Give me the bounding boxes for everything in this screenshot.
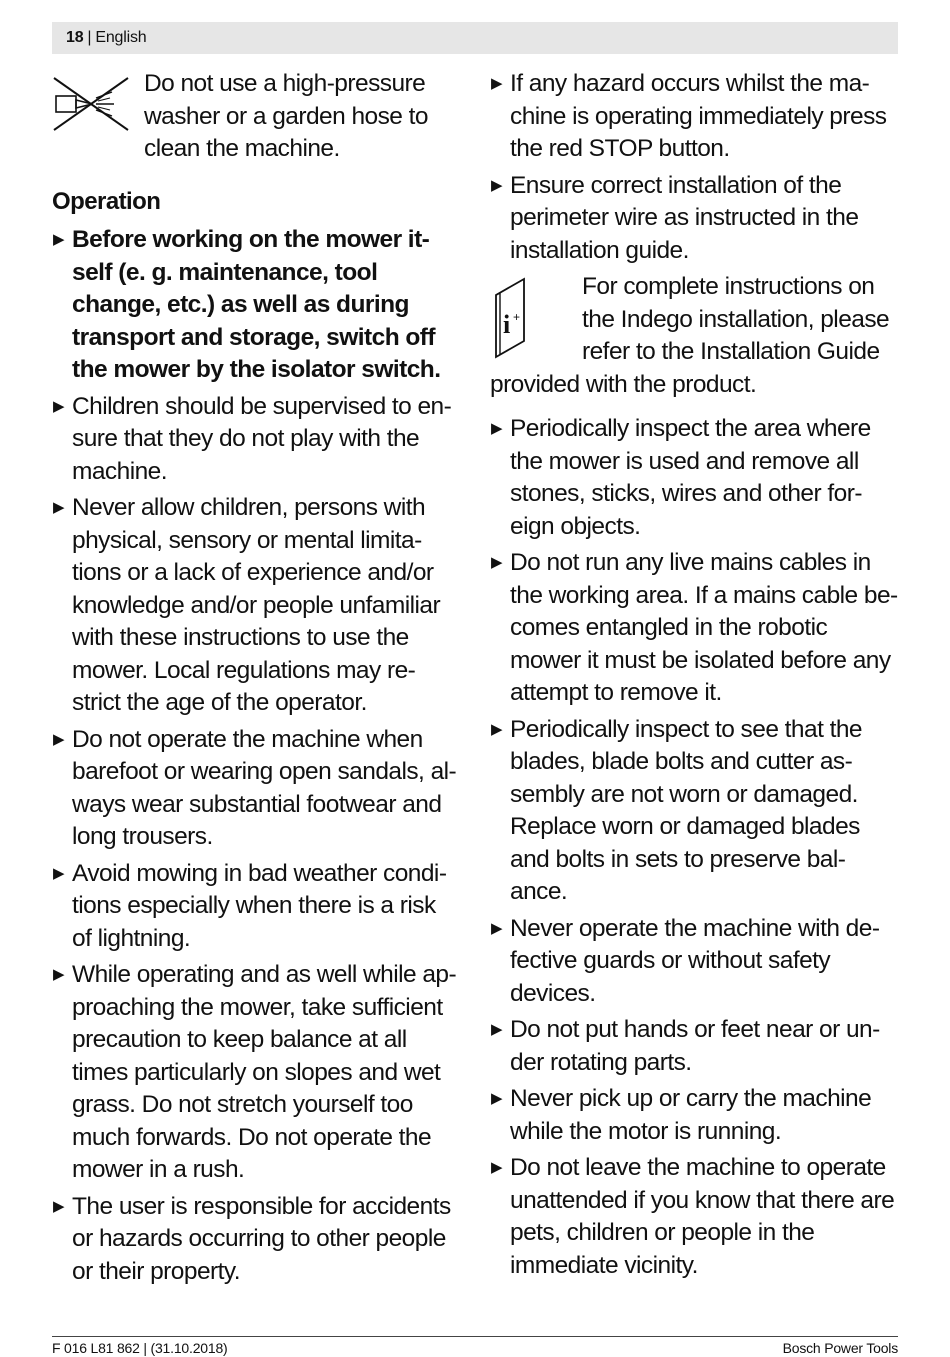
bullet-arrow-icon: ▶ bbox=[491, 176, 502, 194]
bullet-arrow-icon: ▶ bbox=[53, 730, 64, 748]
page-header bbox=[52, 22, 898, 54]
bullet-arrow-icon: ▶ bbox=[491, 420, 502, 437]
bullet-arrow-icon: ▶ bbox=[53, 397, 64, 415]
list-item bbox=[490, 714, 900, 909]
list-item-text: Never operate the machine with de-fective guards or without safety devices. bbox=[510, 914, 880, 1007]
info-book-icon bbox=[490, 275, 568, 363]
bullet-arrow-icon: ▶ bbox=[53, 231, 64, 248]
list-item bbox=[490, 413, 900, 543]
installation-note-text: For complete instructions on the Indego installation, please refer to the Installation Guide provided with the product. bbox=[490, 273, 890, 398]
left-column bbox=[52, 68, 460, 1292]
list-item-text: Avoid mowing in bad weather condi-tions especially when there is a risk of lightning. bbox=[72, 859, 447, 952]
list-item-text: Do not put hands or feet near or un-der rotating parts. bbox=[510, 1016, 880, 1076]
bullet-arrow-icon: ▶ bbox=[491, 1159, 502, 1176]
header-language: English bbox=[95, 29, 147, 46]
list-item bbox=[52, 724, 460, 854]
list-item-text: While operating and as well while ap-proaching the mower, take sufficient precaution to keep balance at all times particularly on slopes and wet grass. Do not stretch yourself too much forwards. Do not operate the mower in a rush. bbox=[72, 961, 457, 1183]
list-item bbox=[490, 913, 900, 1011]
bullet-arrow-icon: ▶ bbox=[491, 720, 502, 738]
washer-warning bbox=[52, 68, 460, 166]
list-item-text: Periodically inspect to see that the blades, blade bolts and cutter as-sembly are not worn or damaged. Replace worn or damaged blades and bolts in sets to preserve bal-ance. bbox=[510, 715, 862, 905]
list-item bbox=[490, 1014, 900, 1079]
header-separator: | bbox=[87, 29, 92, 46]
bullet-arrow-icon: ▶ bbox=[53, 499, 64, 516]
list-item bbox=[490, 1152, 900, 1282]
list-item-text: Children should be supervised to en-sure that they do not play with the machine. bbox=[72, 392, 452, 485]
list-item bbox=[490, 1083, 900, 1148]
list-item-text: Periodically inspect the area where the mower is used and remove all stones, sticks, wires and other for-eign objects. bbox=[510, 415, 871, 540]
installation-note bbox=[490, 271, 900, 401]
operation-list-left bbox=[52, 224, 460, 1288]
list-item bbox=[52, 492, 460, 720]
bullet-arrow-icon: ▶ bbox=[491, 1021, 502, 1038]
list-item-text: Before working on the mower it-self (e. g. maintenance, tool change, etc.) as well as during transport and storage, switch off the mower by the isolator switch. bbox=[72, 226, 441, 383]
operation-list-right-bottom bbox=[490, 413, 900, 1282]
list-item bbox=[490, 68, 900, 166]
list-item-text: Do not operate the machine when barefoot or wearing open sandals, al-ways wear substantial footwear and long trousers. bbox=[72, 725, 457, 850]
list-item-text: The user is responsible for accidents or hazards occurring to other people or their property. bbox=[72, 1192, 451, 1285]
bullet-arrow-icon: ▶ bbox=[491, 554, 502, 571]
list-item bbox=[490, 547, 900, 710]
bullet-arrow-icon: ▶ bbox=[53, 864, 64, 882]
right-column bbox=[490, 68, 900, 1286]
bullet-arrow-icon: ▶ bbox=[491, 1090, 502, 1107]
bullet-arrow-icon: ▶ bbox=[491, 75, 502, 92]
list-item bbox=[52, 1191, 460, 1289]
list-item bbox=[52, 224, 460, 387]
svg-text:i: i bbox=[503, 310, 510, 339]
list-item bbox=[490, 170, 900, 268]
bullet-arrow-icon: ▶ bbox=[53, 1197, 64, 1215]
list-item bbox=[52, 858, 460, 956]
page-number: 18 bbox=[66, 29, 84, 46]
list-item bbox=[52, 959, 460, 1187]
footer-doc-code: F 016 L81 862 | (31.10.2018) bbox=[52, 1340, 228, 1356]
list-item-text: Ensure correct installation of the perimeter wire as instructed in the installation guide. bbox=[510, 171, 859, 264]
bullet-arrow-icon: ▶ bbox=[491, 919, 502, 937]
list-item-text: Do not leave the machine to operate unattended if you know that there are pets, children or people in the immediate vicinity. bbox=[510, 1154, 895, 1279]
list-item-text: Do not run any live mains cables in the working area. If a mains cable be-comes entangled in the robotic mower it must be isolated before any attempt to remove it. bbox=[510, 549, 898, 706]
washer-warning-text: Do not use a high-pressure washer or a garden hose to clean the machine. bbox=[144, 70, 428, 162]
footer-brand: Bosch Power Tools bbox=[782, 1340, 898, 1356]
section-heading-operation: Operation bbox=[52, 187, 161, 215]
list-item-text: If any hazard occurs whilst the ma-chine is operating immediately press the red STOP button. bbox=[510, 70, 887, 162]
list-item-text: Never allow children, persons with physical, sensory or mental limita-tions or a lack of experience and/or knowledge and/or people unfamiliar with these instructions to use the mower. Local regulations may re-strict the age of the operator. bbox=[72, 494, 441, 716]
no-pressure-washer-icon bbox=[52, 74, 134, 138]
svg-text:+: + bbox=[513, 310, 520, 324]
operation-list-right-top bbox=[490, 68, 900, 267]
bullet-arrow-icon: ▶ bbox=[53, 966, 64, 983]
list-item-text: Never pick up or carry the machine while the motor is running. bbox=[510, 1085, 872, 1145]
list-item bbox=[52, 391, 460, 489]
footer-rule bbox=[52, 1336, 898, 1337]
